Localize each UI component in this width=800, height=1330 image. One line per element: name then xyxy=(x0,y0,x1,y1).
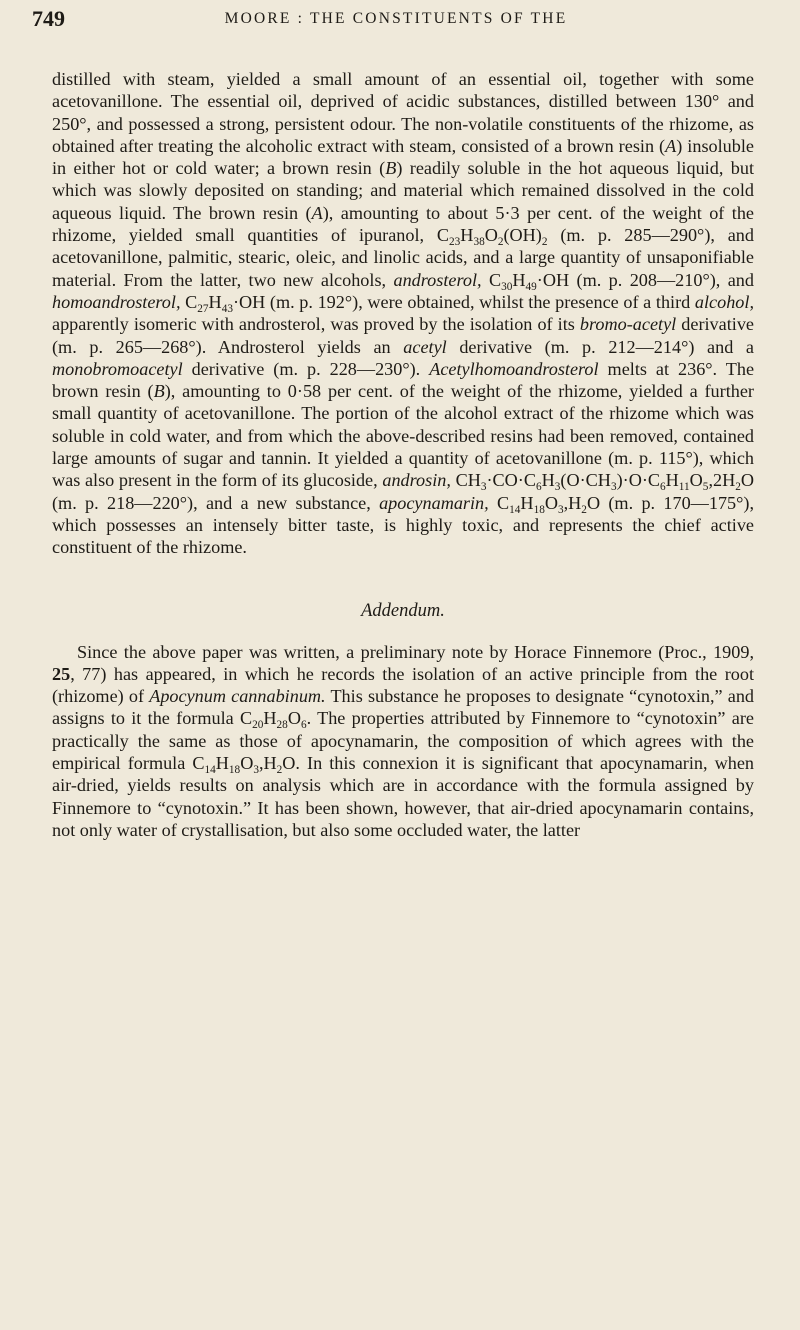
subscript: 3 xyxy=(610,481,617,494)
page-header xyxy=(32,6,760,38)
formula-part: ,H xyxy=(258,753,277,774)
text-run: derivative (m. p. 265—268°). Androsterol yields an xyxy=(52,314,754,357)
text-run: O (m. p. 170—175°), which possesses an intensely bitter taste, is highly toxic, and represents the chief active constituent of the rhizome. xyxy=(52,492,755,558)
text-run: ) insoluble in either hot or cold water; a brown resin ( xyxy=(52,135,754,179)
text-run: Since the above paper was written, a preliminary note by Horace Finnemore (Proc., 1909, xyxy=(77,641,754,662)
term-apocynum-cannabinum: Apocynum cannabinum. xyxy=(149,686,326,707)
term-homoandrosterol: homoandrosterol, xyxy=(52,291,181,312)
text-run: (m. p. 285—290°), and acetovanillone, palmitic, stearic, oleic, and linolic acids, and a large quantity of unsaponifiable material. From the latter, two new alcohols, xyxy=(52,225,754,290)
formula-part: O xyxy=(484,225,498,246)
formula-part: (OH) xyxy=(503,225,542,246)
subscript: 14 xyxy=(204,763,216,776)
subscript: 20 xyxy=(252,719,264,732)
formula-part: O xyxy=(287,708,301,729)
text-run: apparently isomeric with androsterol, was proved by the isolation of its xyxy=(52,314,580,335)
formula-part: H xyxy=(263,708,277,729)
subscript: 3 xyxy=(253,763,259,776)
subscript: 28 xyxy=(276,719,288,732)
subscript: 3 xyxy=(480,481,487,494)
formula-part: O xyxy=(544,492,558,513)
formula-part: H xyxy=(215,753,229,774)
formula-part: H xyxy=(665,470,679,491)
text-run: . The properties attributed by Finnemore to “cynotoxin” are practically the same as those of apocynamarin, the composition of which agrees with the empirical formula C xyxy=(52,708,754,774)
formula-part: ,2H xyxy=(708,470,736,491)
subscript: 18 xyxy=(228,763,241,776)
text-run: ) readily soluble in the hot aqueous liquid, but which was slowly deposited on standing; and material which remained dissolved in the cold aqueous liquid. The brown resin ( xyxy=(52,158,754,223)
volume-number: 25 xyxy=(52,663,71,684)
formula-part: H xyxy=(208,291,222,312)
subscript: 2 xyxy=(276,763,283,776)
formula-part: H xyxy=(512,269,526,290)
text-run: O. In this connexion it is significant that apocynamarin, when air-dried, yields results on analysis which are in accordance with the formula assigned by Finnemore to “cynotoxin.” It has been shown, however, that air-dried apocynamarin contains, not only water of crystallisation, but also some occluded water, the latter xyxy=(52,753,754,840)
subscript: 14 xyxy=(509,503,521,516)
text-run: This substance he proposes to designate “cynotoxin,” and assigns to it the formula C xyxy=(52,686,755,729)
paragraph-addendum xyxy=(52,641,754,842)
formula-part: C xyxy=(488,492,510,513)
subscript: 27 xyxy=(197,302,209,315)
formula-part: H xyxy=(460,225,474,246)
label-resin-a: A xyxy=(311,202,323,223)
subscript: 3 xyxy=(554,481,561,494)
subscript: 23 xyxy=(449,236,461,249)
text-run: derivative (m. p. 212—214°) and a xyxy=(446,336,754,357)
formula-part: )·O·C xyxy=(616,470,661,491)
subscript: 30 xyxy=(501,280,513,293)
formula-part: H xyxy=(520,492,534,513)
formula-part: (O·CH xyxy=(560,470,611,491)
subscript: 2 xyxy=(541,236,548,249)
paragraph-results xyxy=(52,68,754,559)
label-resin-b: B xyxy=(153,381,165,402)
text-run: ·OH (m. p. 208—210°), and xyxy=(536,269,754,290)
label-resin-b: B xyxy=(385,158,397,179)
section-heading-addendum: Addendum. xyxy=(361,600,445,621)
text-run: derivative (m. p. 228—230°). xyxy=(182,358,430,379)
formula-part: ,H xyxy=(563,492,582,513)
page-number: 749 xyxy=(32,6,65,31)
term-androsin: androsin, xyxy=(382,470,451,491)
subscript: 6 xyxy=(536,481,542,494)
formula-part: H xyxy=(541,470,555,491)
subscript: 43 xyxy=(221,302,233,315)
text-run: ·OH (m. p. 192°), were obtained, whilst the presence of a third xyxy=(232,291,695,312)
subscript: 5 xyxy=(702,481,709,494)
term-acetyl: acetyl xyxy=(403,336,447,357)
term-androsterol: androsterol, xyxy=(393,269,482,290)
article-body xyxy=(52,68,754,841)
label-resin-a: A xyxy=(665,135,677,156)
text-run: ), amounting to 0·58 per cent. of the weight of the rhizome, yielded a further small quantity of acetovanillone. The portion of the alcohol extract of the rhizome which was soluble in cold water, and from which the above-described resins had been removed, contained large amounts of sugar and tannin. It yielded a quantity of acetovanillone (m. p. 115°), which was also present in the form of its glucoside, xyxy=(52,381,754,491)
text-run: melts at 236°. The brown resin ( xyxy=(52,358,755,402)
subscript: 2 xyxy=(735,481,741,494)
formula-part: C xyxy=(488,269,502,290)
formula-part: ·CO·C xyxy=(486,470,536,491)
term-monobromoacetyl: monobromoacetyl xyxy=(52,358,183,379)
subscript: 49 xyxy=(525,280,537,293)
term-alcohol: alcohol, xyxy=(694,291,754,312)
term-apocynamarin: apocynamarin, xyxy=(379,492,489,513)
formula-part: O xyxy=(689,470,703,491)
term-acetylhomoandrosterol: Acetylhomoandrosterol xyxy=(429,358,599,379)
text-run: ), amounting to about 5·3 per cent. of the weight of the rhizome, yielded small quantities of ipuranol, C xyxy=(52,202,754,246)
subscript: 3 xyxy=(557,503,564,516)
subscript: 18 xyxy=(533,503,545,516)
text-run: distilled with steam, yielded a small amount of an essential oil, together with some acetovanillone. The essential oil, deprived of acidic substances, distilled between 130° and 250°, and possessed a strong, persistent odour. The non-volatile constituents of the rhizome, as obtained after treating the alcoholic extract with steam, consisted of a brown resin ( xyxy=(52,69,754,156)
subscript: 11 xyxy=(678,481,690,494)
subscript: 38 xyxy=(473,236,485,249)
term-bromoacetyl: bromo-acetyl xyxy=(579,314,677,335)
text-run: O (m. p. 218—220°), and a new substance, xyxy=(52,470,754,513)
formula-part: CH xyxy=(450,470,481,491)
formula-part: C xyxy=(180,291,198,312)
subscript: 6 xyxy=(300,719,307,732)
running-head: MOORE : THE CONSTITUENTS OF THE xyxy=(224,10,568,27)
subscript: 2 xyxy=(581,503,587,516)
formula-part: O xyxy=(240,753,254,774)
subscript: 6 xyxy=(660,481,666,494)
text-run: , 77) has appeared, in which he records the isolation of an active principle from the root (rhizome) of xyxy=(52,663,754,707)
subscript: 2 xyxy=(497,236,504,249)
